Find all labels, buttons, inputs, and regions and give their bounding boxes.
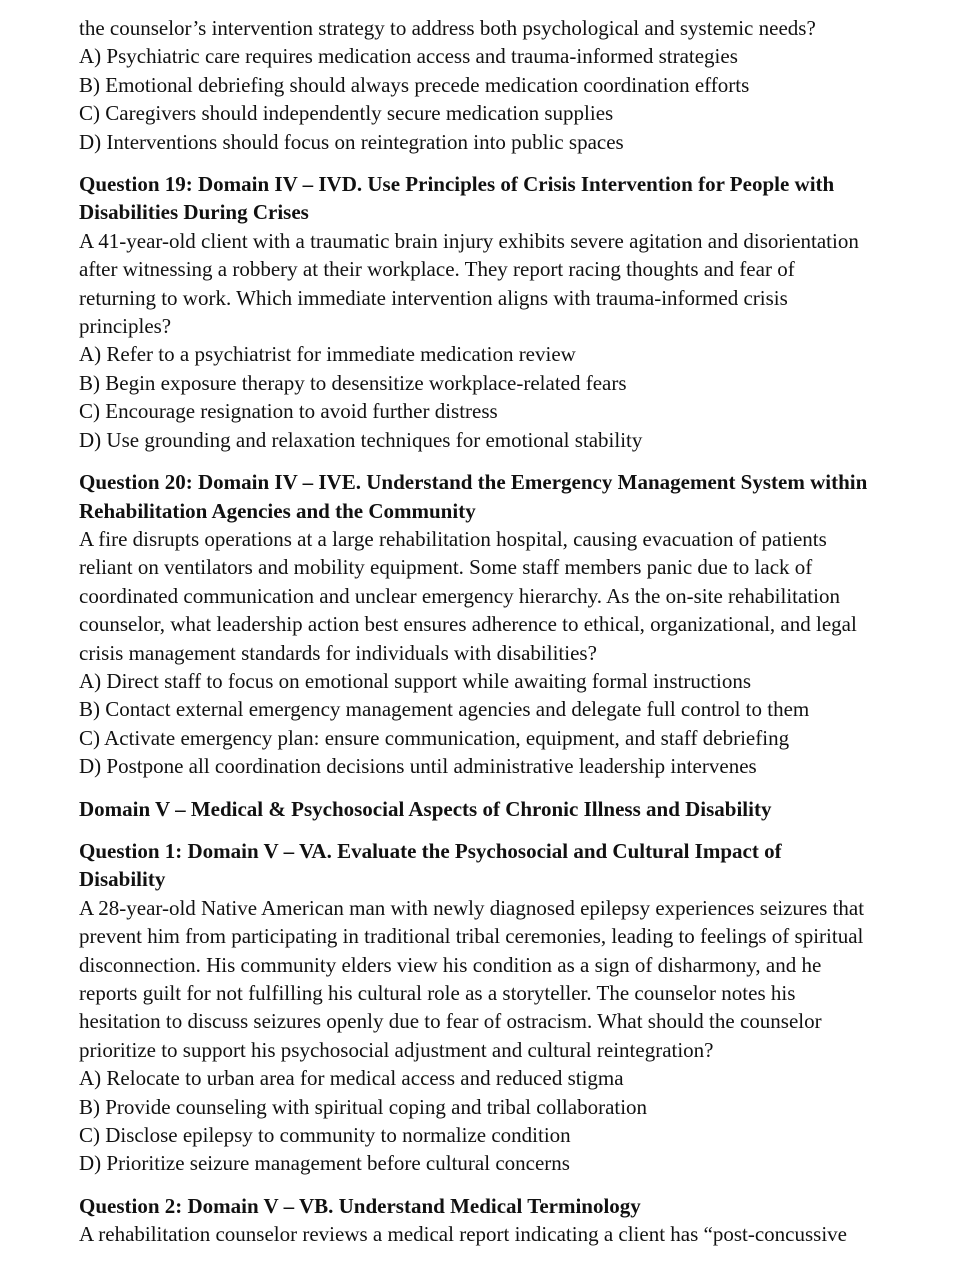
question-heading: Disability	[79, 867, 166, 892]
question-text-line: the counselor’s intervention strategy to address both psychological and systemic needs?	[79, 16, 816, 40]
question-text-line: reports guilt for not fulfilling his cultural role as a storyteller. The counselor notes his	[79, 981, 796, 1005]
question-heading: Question 2: Domain V – VB. Understand Medical Terminology	[79, 1193, 641, 1218]
question-heading: Question 1: Domain V – VA. Evaluate the Psychosocial and Cultural Impact of	[79, 838, 782, 863]
question-text-line: prevent him from participating in traditional tribal ceremonies, leading to feelings of spiritual	[79, 924, 864, 949]
answer-option-a: A) Refer to a psychiatrist for immediate medication review	[79, 342, 576, 367]
question-text-line: principles?	[79, 314, 172, 339]
answer-option-d: D) Postpone all coordination decisions until administrative leadership intervenes	[79, 754, 757, 779]
question-19	[79, 170, 886, 454]
question-text-line: A rehabilitation counselor reviews a medical report indicating a client has “post-concussive	[79, 1222, 847, 1247]
question-heading: Disabilities During Crises	[79, 200, 309, 225]
question-text-line: A fire disrupts operations at a large rehabilitation hospital, causing evacuation of patients	[79, 526, 827, 551]
answer-option-a: A) Psychiatric care requires medication access and trauma-informed strategies	[79, 44, 738, 69]
question-heading: Question 20: Domain IV – IVE. Understand the Emergency Management System within	[79, 470, 868, 495]
question-text-line: reliant on ventilators and mobility equipment. Some staff members panic due to lack of	[79, 555, 813, 580]
answer-option-b: B) Emotional debriefing should always precede medication coordination efforts	[79, 72, 750, 97]
answer-option-a: A) Direct staff to focus on emotional support while awaiting formal instructions	[79, 668, 752, 693]
question-text-line: returning to work. Which immediate intervention aligns with trauma-informed crisis	[79, 285, 788, 310]
question-text-line: prioritize to support his psychosocial adjustment and cultural reintegration?	[79, 1037, 714, 1062]
question-text-line: disconnection. His community elders view his condition as a sign of disharmony, and he	[79, 952, 822, 977]
answer-option-d: D) Prioritize seizure management before cultural concerns	[79, 1151, 570, 1176]
question-20	[79, 468, 886, 780]
question-text-line: after witnessing a robbery at their workplace. They report racing thoughts and fear of	[79, 257, 795, 282]
section-title: Domain V – Medical & Psychosocial Aspects of Chronic Illness and Disability	[79, 796, 772, 821]
question-heading: Question 19: Domain IV – IVD. Use Principles of Crisis Intervention for People with	[79, 172, 835, 197]
question-text-line: coordinated communication and unclear emergency hierarchy. As the on-site rehabilitation	[79, 583, 840, 608]
previous-question-continuation	[79, 14, 886, 156]
question-heading: Rehabilitation Agencies and the Community	[79, 498, 476, 523]
answer-option-c: C) Encourage resignation to avoid further distress	[79, 399, 498, 424]
answer-option-c: C) Activate emergency plan: ensure communication, equipment, and staff debriefing	[79, 725, 790, 750]
answer-option-b: B) Provide counseling with spiritual coping and tribal collaboration	[79, 1094, 648, 1119]
answer-option-d: D) Use grounding and relaxation techniques for emotional stability	[79, 427, 643, 452]
question-text-line: A 41-year-old client with a traumatic brain injury exhibits severe agitation and disorientation	[79, 228, 859, 253]
answer-option-c: C) Caregivers should independently secure medication supplies	[79, 101, 614, 126]
answer-option-d: D) Interventions should focus on reintegration into public spaces	[79, 129, 624, 154]
domain-v-question-2	[79, 1192, 886, 1249]
answer-option-a: A) Relocate to urban area for medical access and reduced stigma	[79, 1066, 624, 1091]
question-text-line: A 28-year-old Native American man with newly diagnosed epilepsy experiences seizures that	[79, 895, 865, 920]
domain-v-section	[79, 795, 886, 823]
answer-option-b: B) Contact external emergency management agencies and delegate full control to them	[79, 697, 810, 722]
question-text-line: counselor, what leadership action best ensures adherence to ethical, organizational, and legal	[79, 612, 857, 637]
answer-option-b: B) Begin exposure therapy to desensitize workplace-related fears	[79, 370, 627, 395]
answer-option-c: C) Disclose epilepsy to community to normalize condition	[79, 1123, 571, 1148]
question-text-line: crisis management standards for individuals with disabilities?	[79, 640, 597, 665]
question-text-line: hesitation to discuss seizures openly due to fear of ostracism. What should the counselor	[79, 1009, 822, 1034]
domain-v-question-1	[79, 837, 886, 1178]
